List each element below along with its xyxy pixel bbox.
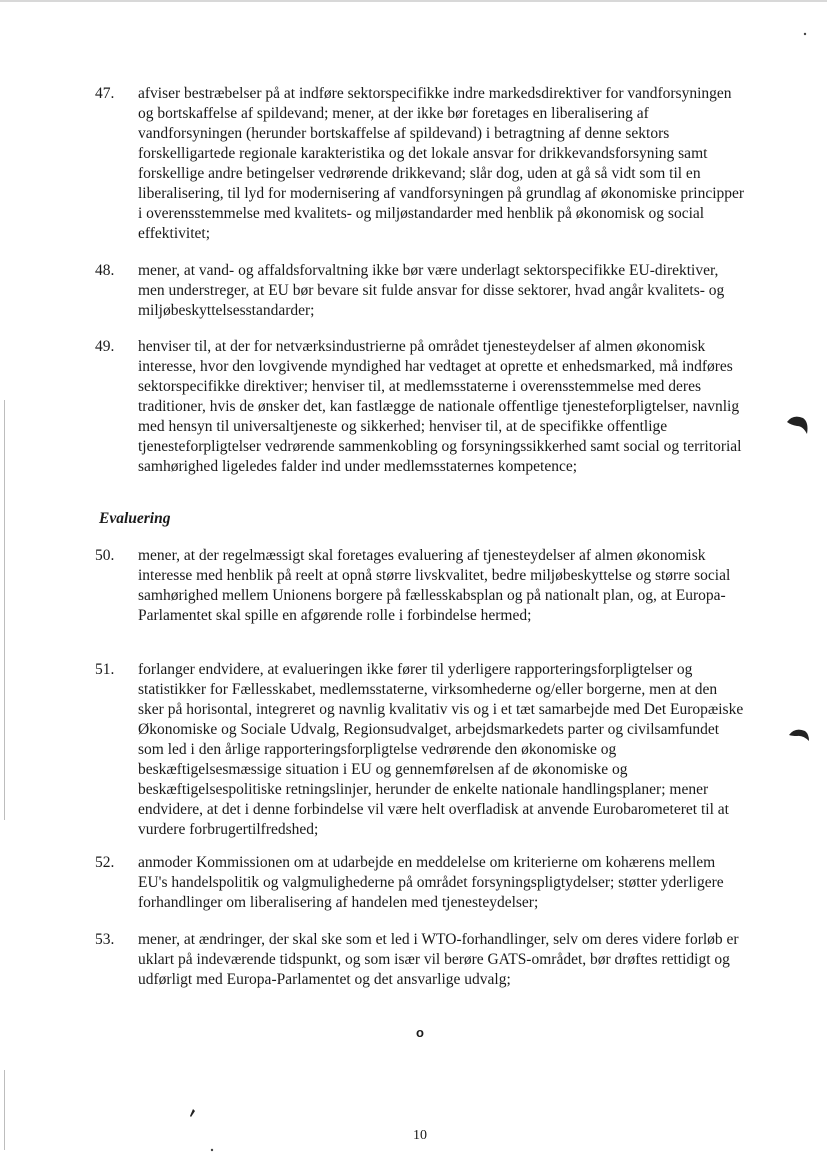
ink-speck-mark xyxy=(803,32,807,36)
paragraph-number: 47. xyxy=(95,85,115,102)
paragraph-text: mener, at ændringer, der skal ske som et led i WTO-forhandlinger, selv om deres videre forløb er uklart på indeværende tidspunkt, og som især vil berøre GATS-området, bør drøftes rettidigt og udførligt med Europa-Parlamentet og det ansvarlige udvalg; xyxy=(138,931,739,988)
paragraph-number: 51. xyxy=(95,661,115,678)
paragraph-number: 52. xyxy=(95,854,115,871)
paragraph-48 xyxy=(95,261,745,321)
scan-edge-line xyxy=(0,0,827,2)
paragraph-text: forlanger endvidere, at evalueringen ikke fører til yderligere rapporteringsforpligtelser og statistikker for Fællesskabet, medlemsstaterne, virksomhederne og/eller borgerne, men at den sker på horisontal, integreret og navnlig kvalitativ vis og i et tæt samarbejde med Det Europæiske Økonomiske og Sociale Udvalg, Regionsudvalget, arbejdsmarkedets parter og civilsamfundet som led i den årlige rapporteringsforpligtelse vedrørende den økonomiske og beskæftigelsesmæssige situation i EU og gennemførelsen af de økonomiske og beskæftigelsespolitiske retningslinjer, herunder de enkelte nationale handlingsplaner; mener endvidere, at det i denne forbindelse vil være helt overfladisk at anvende Eurobarometeret til at vurdere forbrugertilfredshed; xyxy=(138,661,744,838)
paragraph-number: 50. xyxy=(95,547,115,564)
ink-speck-mark xyxy=(188,1108,196,1118)
paragraph-49 xyxy=(95,337,745,477)
paragraph-47 xyxy=(95,84,745,244)
paragraph-number: 48. xyxy=(95,262,115,279)
ink-blot-mark xyxy=(787,723,811,745)
paragraph-52 xyxy=(95,853,745,913)
scan-margin-line xyxy=(4,1070,5,1150)
paragraph-number: 53. xyxy=(95,931,115,948)
paragraph-50 xyxy=(95,546,745,626)
paragraph-53 xyxy=(95,930,745,990)
paragraph-text: afviser bestræbelser på at indføre sektorspecifikke indre markedsdirektiver for vandforsyningen og bortskaffelse af spildevand; mener, at der ikke bør foretages en liberalisering af vandforsyningen (herunder bortskaffelse af spildevand) i betragtning af denne sektors forskelligartede regionale karakteristika og det lokale ansvar for drikkevandsforsyning samt forskellige andre betingelser vedrørende drikkevand; slår dog, uden at gå så vidt som til en liberalisering, til lyd for modernisering af vandforsyningen på grundlag af økonomiske principper i overensstemmelse med kvalitets- og miljøstandarder med henblik på økonomisk og social effektivitet; xyxy=(138,85,745,242)
paragraph-text: henviser til, at der for netværksindustrierne på området tjenesteydelser af almen økonomisk interesse, hvor den lovgivende myndighed har vedtaget at oprette et enhedsmarked, må indføres sektorspecifikke direktiver; henviser til, at medlemsstaterne i overensstemmelse med deres traditioner, hvis de ønsker det, kan fastlægge de nationale offentlige tjenesteforpligtelser, navnlig med hensyn til universaltjeneste og sikkerhed; henviser til, at de specifikke offentlige tjenesteforpligtelser vedrørende sammenkobling og forsyningssikkerhed samt social og territorial samhørighed ligeledes falder ind under medlemsstaternes kompetence; xyxy=(138,338,742,475)
paragraph-number: 49. xyxy=(95,338,115,355)
paragraph-51 xyxy=(95,660,745,840)
scan-margin-line xyxy=(4,400,5,820)
ink-speck-mark xyxy=(210,1148,214,1152)
ink-blot-mark xyxy=(785,412,811,438)
paragraph-text: mener, at vand- og affaldsforvaltning ikke bør være underlagt sektorspecifikke EU-direktiver, men understreger, at EU bør bevare sit fulde ansvar for disse sektorer, hvad angår kvalitets- og miljøbeskyttelsesstandarder; xyxy=(138,262,725,319)
end-mark: o xyxy=(416,1025,424,1040)
section-heading: Evaluering xyxy=(99,510,171,527)
paragraph-text: anmoder Kommissionen om at udarbejde en meddelelse om kriterierne om kohærens mellem EU's handelspolitik og valgmulighederne på området forsyningspligtydelser; støtter yderligere forhandlinger om liberalisering af handelen med tjenesteydelser; xyxy=(138,854,724,911)
page-number: 10 xyxy=(413,1128,427,1143)
paragraph-text: mener, at der regelmæssigt skal foretages evaluering af tjenesteydelser af almen økonomisk interesse med henblik på reelt at opnå større livskvalitet, bedre miljøbeskyttelse og større social samhørighed mellem Unionens borgere på fællesskabsplan og på nationalt plan, og, at Europa-Parlamentet skal spille en afgørende rolle i forbindelse hermed; xyxy=(138,547,731,624)
